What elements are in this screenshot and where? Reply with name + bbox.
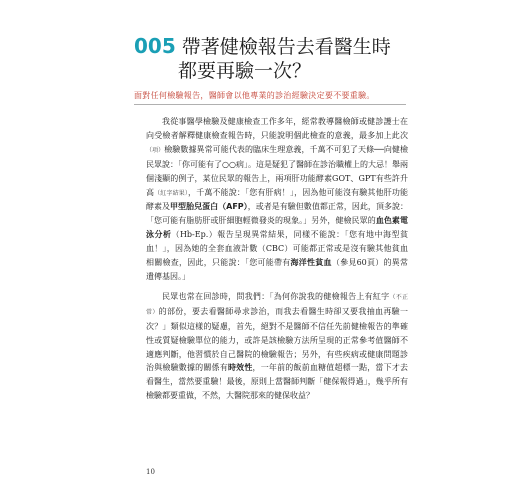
body-text — [146, 115, 408, 403]
body-paragraph — [146, 115, 408, 284]
text-segment: ，千萬不能說：「您有肝病！」，因為他可能沒有驗其他肝功能酵素及 — [146, 187, 409, 212]
body-paragraph — [146, 290, 408, 403]
chapter-title-line-1: 帶著健檢報告去看醫生時 — [181, 36, 391, 58]
parenthetical-note: （項） — [146, 146, 165, 154]
text-segment: 我從事醫學檢驗及健康檢查工作多年，經常教導醫檢師或健診護士在向受檢者解釋健康檢查報告時，只能說明個此檢查的意義，最多加上此次 — [146, 117, 408, 140]
text-segment: 民眾也常在回診時，問我們：「為何你說我的健檢報告上有紅字 — [162, 291, 390, 301]
text-segment: 檢驗數據異常可能代表的臨床生理意義，千萬不可犯了天條──向健檢民眾說：「你可能有了○○病」。這是疑犯了醫師在診治職權上的大忌！舉兩個淺顯的例子，某位民眾的報告上，兩項肝功能酵素GOT、GPT有些許升高 — [146, 144, 408, 197]
chapter-number: 005 — [134, 34, 176, 58]
highlighted-term: 甲型胎兒蛋白（AFP） — [170, 202, 248, 212]
highlighted-term: 海洋性貧血 — [290, 258, 332, 268]
parenthetical-note: （不正常） — [146, 293, 408, 316]
chapter-title-block — [134, 34, 434, 83]
text-segment: ，一年前的飯前血糖值超標一點，當下才去看醫生，當然要重驗！最後，原則上當醫師判斷「健保報得過」，幾乎所有檢驗都要重做，不然，大醫院那來的健保收益？ — [146, 363, 409, 401]
text-segment: 的部份，要去看醫師尋求診治，而我去看醫生時卻又要我抽血再驗一次？」類似這樣的疑慮，首先，絕對不是醫師不信任先前健檢報告的準確性或質疑檢驗單位的能力，或許是該檢驗方法所呈現的正常參考值醫師不適應判斷，他習慣於自己醫院的檢驗報告；另外，有些疾病或健康問題診治與檢驗數據的關係有 — [146, 306, 408, 373]
parenthetical-note: （紅字結果） — [154, 189, 189, 197]
chapter-title-row — [134, 34, 434, 59]
highlighted-term: 血色素電泳分析 — [146, 216, 408, 240]
text-segment: （參見60頁）的異常遺傳基因。」 — [146, 258, 409, 281]
subtitle-divider — [134, 104, 406, 105]
text-segment: ，或者是有驗但數值都正常，因此，頂多說：「您可能有脂肪肝或肝細胞輕微發炎的現象。」另外，健檢民眾的 — [146, 202, 408, 226]
page-number: 10 — [146, 468, 155, 476]
chapter-title-line-2: 都要再驗一次？ — [178, 60, 312, 82]
text-segment: （Hb-Ep.）報告呈現異常結果，同樣不能說：「您有地中海型貧血！」，因為她的全套血液計數（CBC）可能都正常或是沒有驗其他貧血相關檢查，因此，只能說：「您可能帶有 — [146, 230, 408, 268]
highlighted-term: 時效性 — [227, 363, 253, 373]
chapter-subtitle: 面對任何檢驗報告，醫師會以他專業的診治經驗決定要不要重驗。 — [134, 91, 375, 100]
